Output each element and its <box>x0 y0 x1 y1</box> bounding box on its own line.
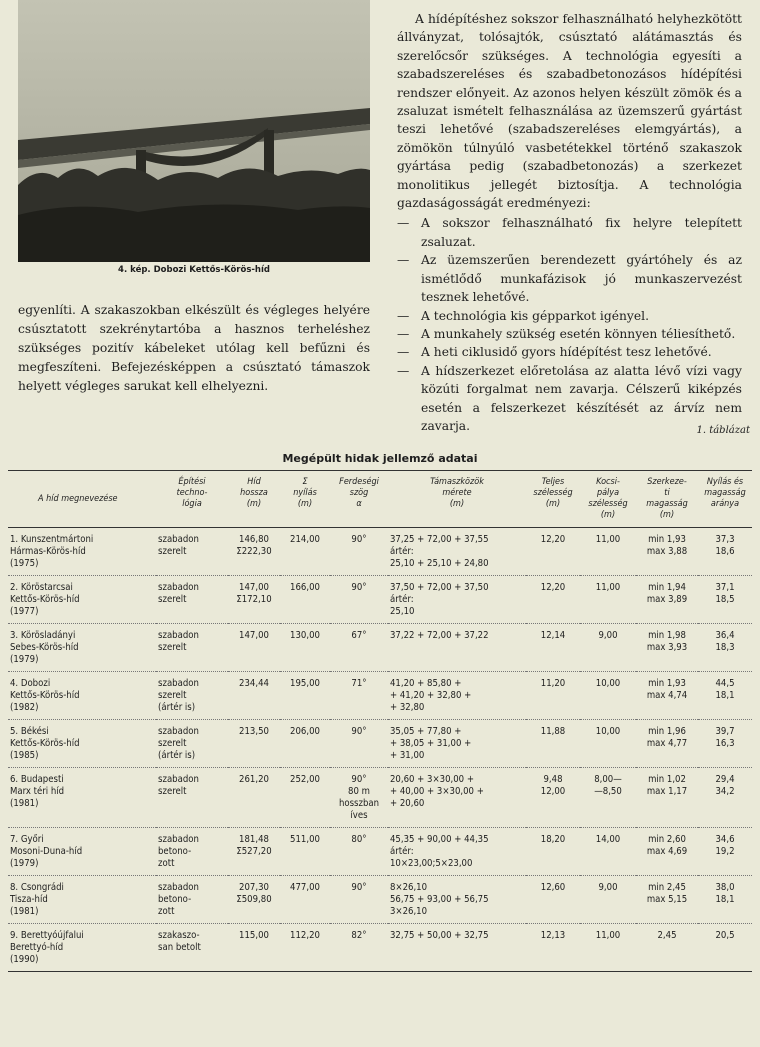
cell-tech: szabadon szerelt (ártér is) <box>156 720 228 768</box>
cell-span-sum: 252,00 <box>280 768 330 828</box>
table-row <box>8 672 752 720</box>
cell-ratio: 37,3 18,6 <box>698 528 752 576</box>
header-height: Szerkeze- ti magasság (m) <box>636 471 698 528</box>
cell-road-width: 8,00— —8,50 <box>580 768 636 828</box>
cell-height: min 2,60 max 4,69 <box>636 828 698 876</box>
cell-tech: szabadon szerelt <box>156 768 228 828</box>
list-item: — A munkahely szükség esetén könnyen téliesíthető. <box>397 326 736 341</box>
table-row <box>8 768 752 828</box>
cell-length: 261,20 <box>228 768 280 828</box>
cell-total-width: 12,20 <box>526 528 580 576</box>
header-tech: Építési techno- lógia <box>156 471 228 528</box>
cell-name: 9. Berettyóújfalui Berettyó-híd (1990) <box>8 924 156 972</box>
list-item: — Az üzemszerűen berendezett gyártóhely és az ismétlődő munkafázisok jó munkaszervezést tesznek lehetővé. <box>397 253 742 305</box>
cell-tech: szabadon szerelt <box>156 624 228 672</box>
cell-skew: 71° <box>330 672 388 720</box>
cell-road-width: 11,00 <box>580 528 636 576</box>
cell-ratio: 39,7 16,3 <box>698 720 752 768</box>
cell-spans: 41,20 + 85,80 + + 41,20 + 32,80 + + 32,80 <box>388 672 526 720</box>
cell-skew: 90° <box>330 576 388 624</box>
header-ratio: Nyílás és magasság aránya <box>698 471 752 528</box>
cell-total-width: 12,20 <box>526 576 580 624</box>
table-row <box>8 720 752 768</box>
cell-spans: 37,25 + 72,00 + 37,55 ártér: 25,10 + 25,10 + 24,80 <box>388 528 526 576</box>
cell-ratio: 20,5 <box>698 924 752 972</box>
cell-spans: 35,05 + 77,80 + + 38,05 + 31,00 + + 31,00 <box>388 720 526 768</box>
cell-spans: 8×26,10 56,75 + 93,00 + 56,75 3×26,10 <box>388 876 526 924</box>
cell-tech: szabadon szerelt (ártér is) <box>156 672 228 720</box>
cell-ratio: 38,0 18,1 <box>698 876 752 924</box>
table-row <box>8 624 752 672</box>
cell-length: 147,00 <box>228 624 280 672</box>
table-row <box>8 528 752 576</box>
cell-span-sum: 112,20 <box>280 924 330 972</box>
cell-ratio: 29,4 34,2 <box>698 768 752 828</box>
table-row <box>8 924 752 972</box>
cell-length: 181,48 Σ527,20 <box>228 828 280 876</box>
cell-name: 7. Győri Mosoni-Duna-híd (1979) <box>8 828 156 876</box>
cell-spans: 37,22 + 72,00 + 37,22 <box>388 624 526 672</box>
right-column-paragraph: A hídépítéshez sokszor felhasználható helyhezkötött állványzat, tolósajtók, csúsztató alátámasztás és szerelőcsőr szükséges. A technológia egyesíti a szabadszereléses és szabadbetonozásos hídépítési rendszer előnyeit. Az azonos helyen készült zömök és a zsaluzat ismételt felhasználása az üzemszerű gyártást teszi lehetővé (szabadszereléses elemgyártás), a zömökön túlnyúló vasbetétekkel történő szakaszok gyártása pedig (szabadbetonozás) a szerkezet monolitikus jellegét biztosítja. A technológia gazdaságosságát eredményezi: <box>397 12 742 211</box>
cell-height: min 1,02 max 1,17 <box>636 768 698 828</box>
cell-tech: szabadon betono- zott <box>156 828 228 876</box>
cell-tech: szakaszo- san betolt <box>156 924 228 972</box>
list-item: — A heti ciklusidő gyors hídépítést tesz lehetővé. <box>397 345 712 360</box>
cell-name: 5. Békési Kettős-Körös-híd (1985) <box>8 720 156 768</box>
cell-ratio: 34,6 19,2 <box>698 828 752 876</box>
cell-road-width: 10,00 <box>580 672 636 720</box>
cell-total-width: 12,13 <box>526 924 580 972</box>
cell-road-width: 11,00 <box>580 924 636 972</box>
cell-length: 147,00 Σ172,10 <box>228 576 280 624</box>
header-name: A híd megnevezése <box>8 471 156 528</box>
cell-name: 6. Budapesti Marx téri híd (1981) <box>8 768 156 828</box>
cell-name: 3. Körösladányi Sebes-Körös-híd (1979) <box>8 624 156 672</box>
cell-height: min 1,94 max 3,89 <box>636 576 698 624</box>
cell-name: 8. Csongrádi Tisza-híd (1981) <box>8 876 156 924</box>
cell-road-width: 10,00 <box>580 720 636 768</box>
bridge-data-table <box>8 470 752 972</box>
cell-road-width: 9,00 <box>580 876 636 924</box>
table-row <box>8 828 752 876</box>
header-spans: Támaszközök mérete (m) <box>388 471 526 528</box>
left-column-text: egyenlíti. A szakaszokban elkészült és végleges helyére csúsztatott szekrénytartóba a hasznos terheléshez szükséges pozitív kábeleket utólag kell befűzni és megfeszíteni. Befejezésképpen a csúsztató támaszok helyett végleges sarukat kell elhelyezni. <box>18 303 370 393</box>
cell-span-sum: 166,00 <box>280 576 330 624</box>
cell-tech: szabadon szerelt <box>156 528 228 576</box>
header-span-sum: Σ nyílás (m) <box>280 471 330 528</box>
cell-length: 207,30 Σ509,80 <box>228 876 280 924</box>
photo-caption: 4. kép. Dobozi Kettős-Körös-híd <box>118 265 270 275</box>
cell-spans: 37,50 + 72,00 + 37,50 ártér: 25,10 <box>388 576 526 624</box>
header-skew: Ferdeségi szög α <box>330 471 388 528</box>
cell-skew: 67° <box>330 624 388 672</box>
cell-total-width: 11,20 <box>526 672 580 720</box>
cell-length: 146,80 Σ222,30 <box>228 528 280 576</box>
cell-height: min 2,45 max 5,15 <box>636 876 698 924</box>
cell-tech: szabadon betono- zott <box>156 876 228 924</box>
cell-length: 115,00 <box>228 924 280 972</box>
cell-skew: 90° <box>330 528 388 576</box>
list-item: — A sokszor felhasználható fix helyre telepített zsaluzat. <box>397 216 742 249</box>
cell-total-width: 12,14 <box>526 624 580 672</box>
cell-spans: 45,35 + 90,00 + 44,35 ártér: 10×23,00;5×23,00 <box>388 828 526 876</box>
cell-tech: szabadon szerelt <box>156 576 228 624</box>
table-number: 1. táblázat <box>696 425 750 436</box>
header-length: Híd hossza (m) <box>228 471 280 528</box>
cell-length: 234,44 <box>228 672 280 720</box>
cell-span-sum: 214,00 <box>280 528 330 576</box>
cell-skew: 90° <box>330 876 388 924</box>
table-header-row <box>8 471 752 528</box>
cell-height: 2,45 <box>636 924 698 972</box>
bridge-photo <box>18 0 370 262</box>
table-row <box>8 876 752 924</box>
header-road-width: Kocsi- pálya szélesség (m) <box>580 471 636 528</box>
cell-total-width: 11,88 <box>526 720 580 768</box>
cell-span-sum: 511,00 <box>280 828 330 876</box>
table-body <box>8 528 752 972</box>
cell-skew: 80° <box>330 828 388 876</box>
cell-name: 4. Dobozi Kettős-Körös-híd (1982) <box>8 672 156 720</box>
cell-height: min 1,93 max 4,74 <box>636 672 698 720</box>
cell-skew: 82° <box>330 924 388 972</box>
table-row <box>8 576 752 624</box>
table-title: Megépült hidak jellemző adatai <box>282 452 478 465</box>
cell-name: 1. Kunszentmártoni Hármas-Körös-híd (1975) <box>8 528 156 576</box>
cell-spans: 20,60 + 3×30,00 + + 40,00 + 3×30,00 + + 20,60 <box>388 768 526 828</box>
cell-total-width: 9,48 12,00 <box>526 768 580 828</box>
cell-total-width: 18,20 <box>526 828 580 876</box>
cell-road-width: 14,00 <box>580 828 636 876</box>
cell-total-width: 12,60 <box>526 876 580 924</box>
bridge-photo-drawing <box>18 0 370 262</box>
cell-ratio: 36,4 18,3 <box>698 624 752 672</box>
cell-span-sum: 195,00 <box>280 672 330 720</box>
cell-height: min 1,93 max 3,88 <box>636 528 698 576</box>
cell-skew: 90° 80 m hosszban íves <box>330 768 388 828</box>
right-column <box>397 10 742 435</box>
cell-height: min 1,96 max 4,77 <box>636 720 698 768</box>
cell-road-width: 11,00 <box>580 576 636 624</box>
cell-name: 2. Köröstarcsai Kettős-Körös-híd (1977) <box>8 576 156 624</box>
cell-skew: 90° <box>330 720 388 768</box>
cell-spans: 32,75 + 50,00 + 32,75 <box>388 924 526 972</box>
cell-span-sum: 206,00 <box>280 720 330 768</box>
header-total-width: Teljes szélesség (m) <box>526 471 580 528</box>
advantages-list <box>397 214 742 435</box>
cell-length: 213,50 <box>228 720 280 768</box>
cell-ratio: 37,1 18,5 <box>698 576 752 624</box>
cell-height: min 1,98 max 3,93 <box>636 624 698 672</box>
cell-span-sum: 130,00 <box>280 624 330 672</box>
list-item: — A technológia kis gépparkot igényel. <box>397 308 649 323</box>
list-item: — A hídszerkezet előretolása az alatta lévő vízi vagy közúti forgalmat nem zavarja. Célszerű kiképzés esetén a felszerkezet készítését az árvíz nem zavarja. <box>397 363 742 433</box>
cell-road-width: 9,00 <box>580 624 636 672</box>
cell-span-sum: 477,00 <box>280 876 330 924</box>
cell-ratio: 44,5 18,1 <box>698 672 752 720</box>
